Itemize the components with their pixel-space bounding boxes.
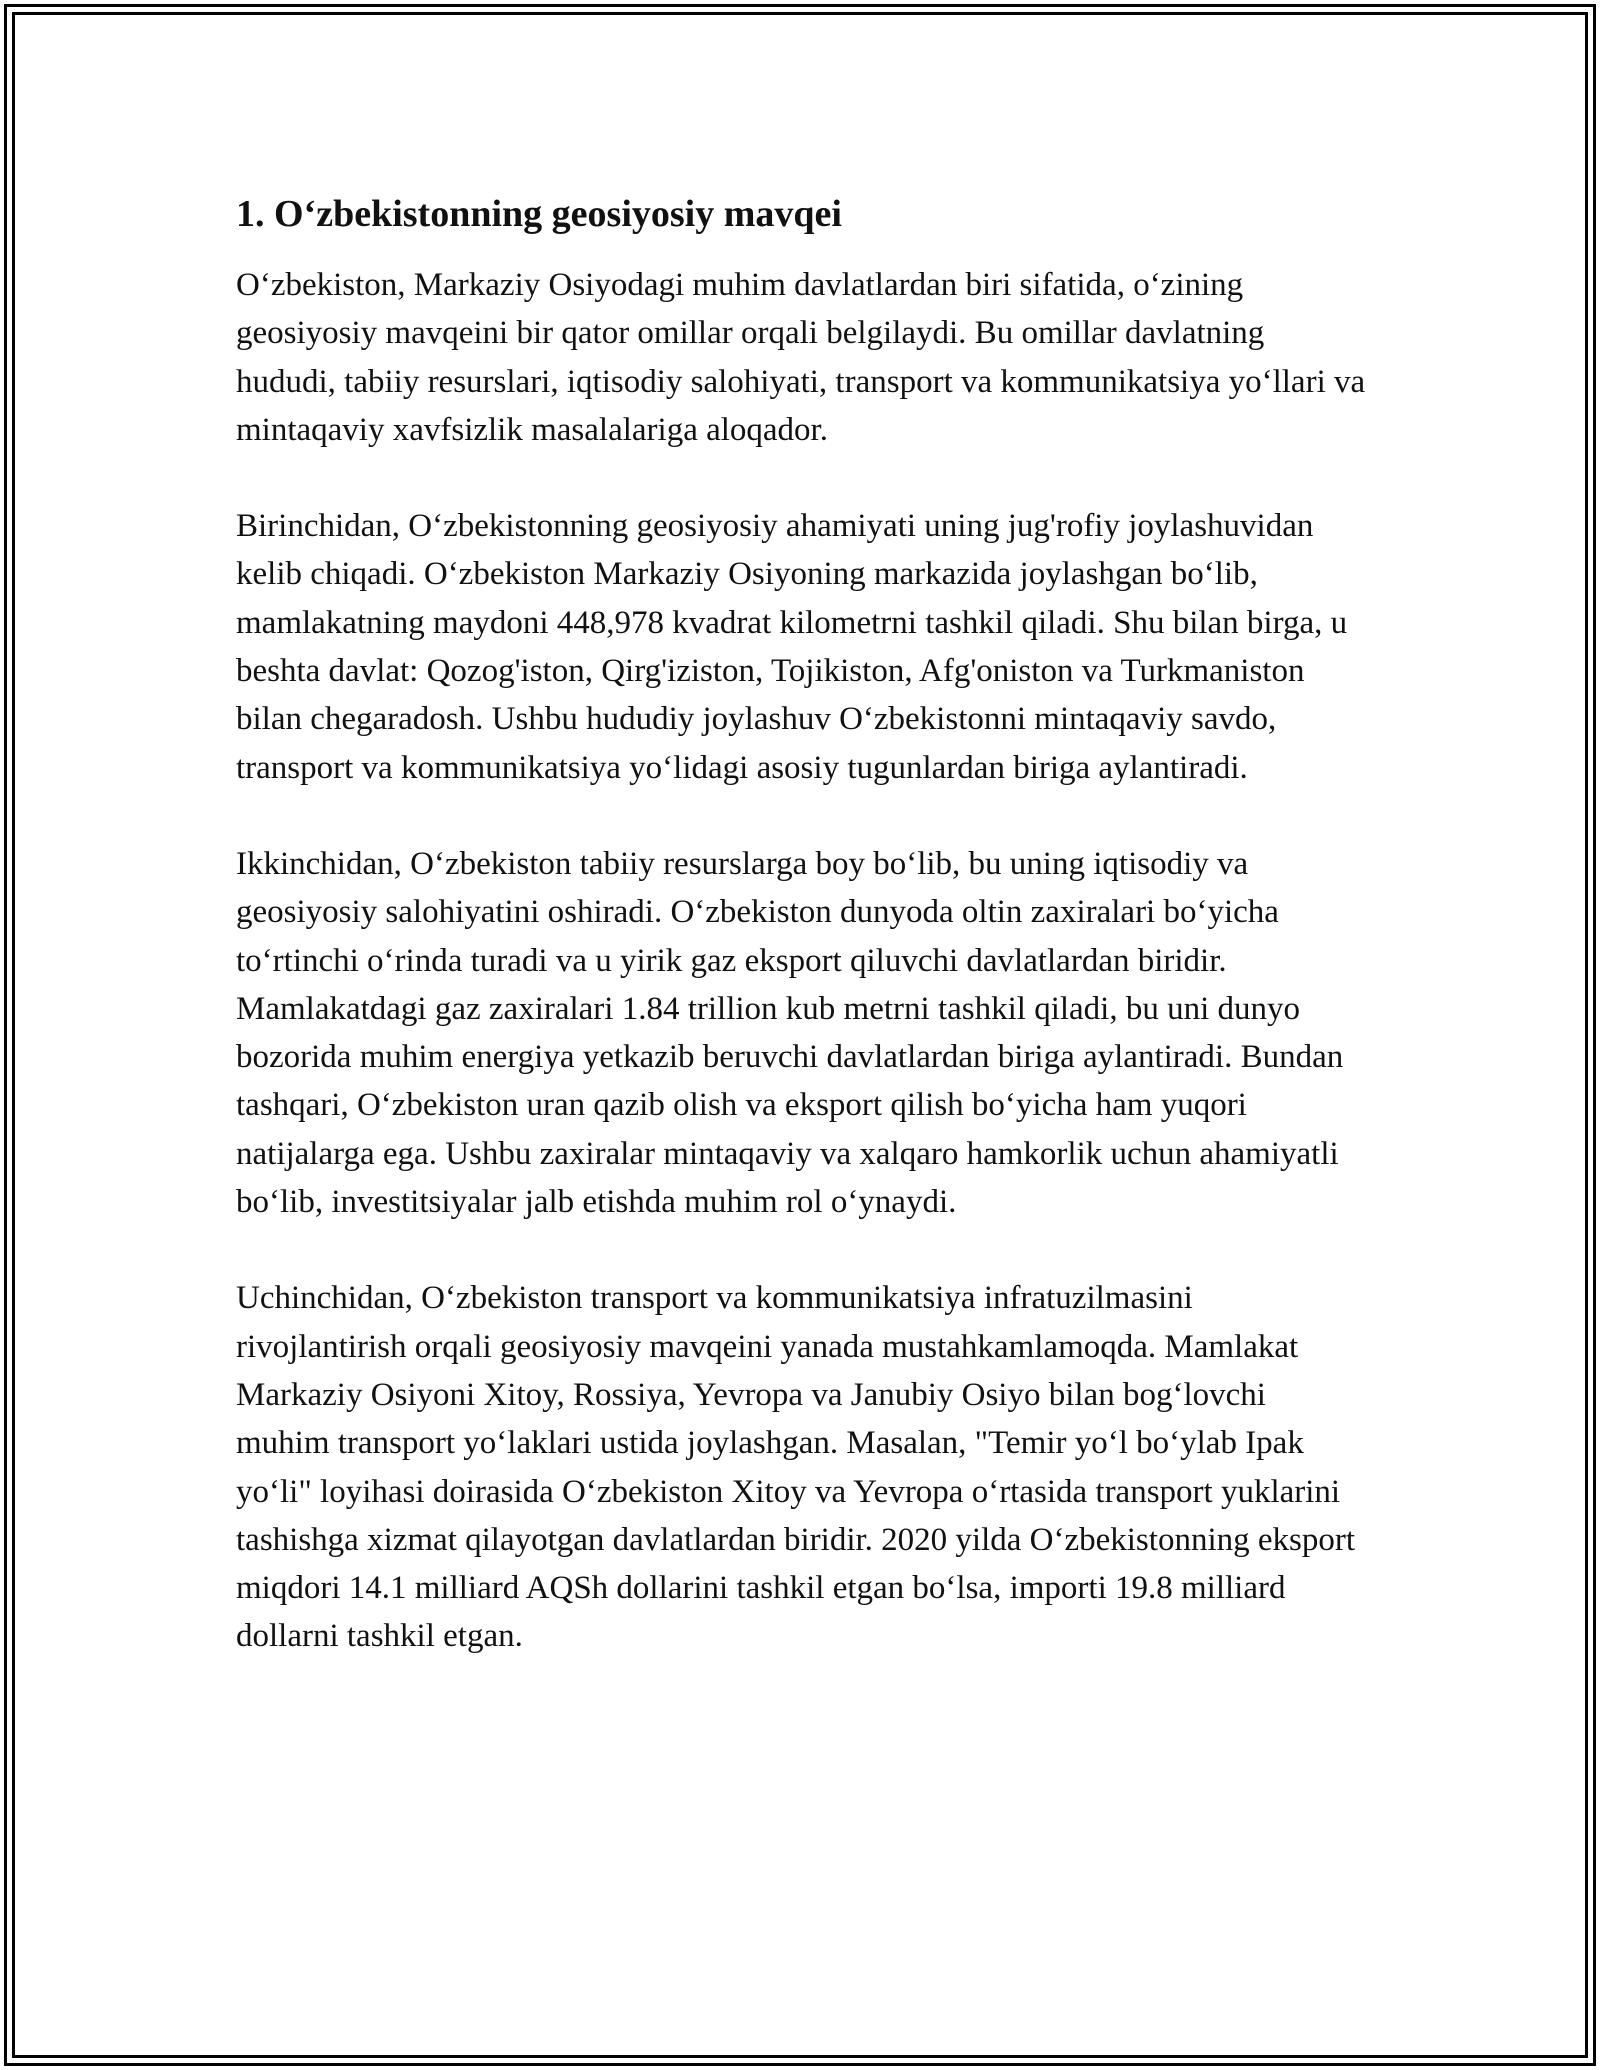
document-body xyxy=(236,187,1366,1709)
paragraph-transport: Uchinchidan, O‘zbekiston transport va kommunikatsiya infratuzilmasini rivojlantirish orqali geosiyosiy mavqeini yanada mustahkamlamoqda. Mamlakat Markaziy Osiyoni Xitoy, Rossiya, Yevropa va Janubiy Osiyo bilan bog‘lovchi muhim transport yo‘laklari ustida joylashgan. Masalan, "Temir yo‘l bo‘ylab Ipak yo‘li" loyihasi doirasida O‘zbekiston Xitoy va Yevropa o‘rtasida transport yuklarini tashishga xizmat qilayotgan davlatlardan biridir. 2020 yilda O‘zbekistonning eksport miqdori 14.1 milliard AQSh dollarini tashkil etgan bo‘lsa, importi 19.8 milliard dollarni tashkil etgan. xyxy=(236,1280,1356,1655)
paragraph-intro: O‘zbekiston, Markaziy Osiyodagi muhim davlatlardan biri sifatida, o‘zining geosiyosiy mavqeini bir qator omillar orqali belgilaydi. Bu omillar davlatning hududi, tabiiy resurslari, iqtisodiy salohiyati, transport va kommunikatsiya yo‘llari va mintaqaviy xavfsizlik masalalariga aloqador. xyxy=(236,267,1366,448)
paragraph-geography: Birinchidan, O‘zbekistonning geosiyosiy ahamiyati uning jug'rofiy joylashuvidan kelib chiqadi. O‘zbekiston Markaziy Osiyoning markazida joylashgan bo‘lib, mamlakatning maydoni 448,978 kvadrat kilometrni tashkil qiladi. Shu bilan birga, u beshta davlat: Qozog'iston, Qirg'iziston, Tojikiston, Afg'oniston va Turkmaniston bilan chegaradosh. Ushbu hududiy joylashuv O‘zbekistonni mintaqaviy savdo, transport va kommunikatsiya yo‘lidagi asosiy tugunlardan biriga aylantiradi. xyxy=(236,508,1348,786)
paragraph-resources: Ikkinchidan, O‘zbekiston tabiiy resurslarga boy bo‘lib, bu uning iqtisodiy va geosiyosiy salohiyatini oshiradi. O‘zbekiston dunyoda oltin zaxiralari bo‘yicha to‘rtinchi o‘rinda turadi va u yirik gaz eksport qiluvchi davlatlardan biridir. Mamlakatdagi gaz zaxiralari 1.84 trillion kub metrni tashkil qiladi, bu uni dunyo bozorida muhim energiya yetkazib beruvchi davlatlardan biriga aylantiradi. Bundan tashqari, O‘zbekiston uran qazib olish va eksport qilish bo‘yicha ham yuqori natijalarga ega. Ushbu zaxiralar mintaqaviy va xalqaro hamkorlik uchun ahamiyatli bo‘lib, investitsiyalar jalb etishda muhim rol o‘ynaydi. xyxy=(236,845,1344,1221)
section-heading: 1. O‘zbekistonning geosiyosiy mavqei xyxy=(236,193,842,235)
